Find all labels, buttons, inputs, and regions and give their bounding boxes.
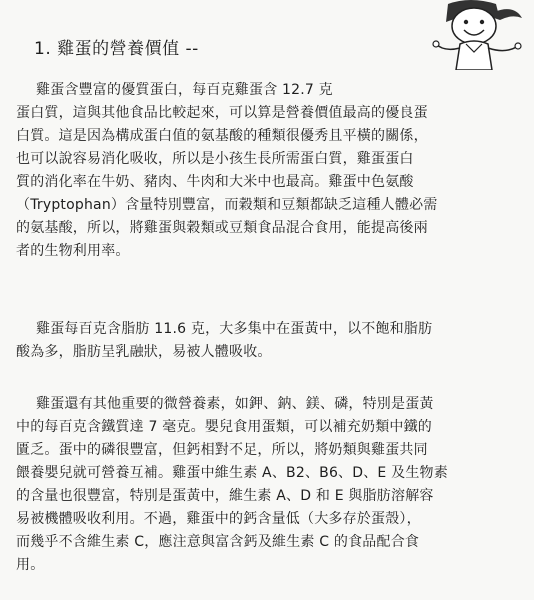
- paragraph-line: 而幾乎不含維生素 C，應注意與富含鈣及維生素 C 的食品配合食: [16, 534, 420, 550]
- paragraph-line: 用。: [16, 557, 45, 573]
- paragraph-line: 質的消化率在牛奶、豬肉、牛肉和大米中也最高。雞蛋中色氨酸: [16, 174, 414, 190]
- paragraph-line: 雞蛋還有其他重要的微營養素，如鉀、鈉、鎂、磷，特別是蛋黃: [36, 396, 434, 412]
- paragraph-line: （Tryptophan）含量特別豐富，而穀類和豆類都缺乏這種人體必需: [16, 197, 438, 213]
- paragraph-line: 的含量也很豐富，特別是蛋黃中，維生素 A、D 和 E 與脂肪溶解容: [16, 488, 434, 504]
- paragraph-line: 易被機體吸收利用。不過，雞蛋中的鈣含量低（大多存於蛋殼），: [16, 511, 421, 527]
- paragraph-line: 雞蛋含豐富的優質蛋白，每百克雞蛋含 12.7 克: [36, 82, 333, 98]
- paragraph-line: 匱乏。蛋中的磷很豐富，但鈣相對不足，所以，將奶類與雞蛋共同: [16, 442, 428, 458]
- paragraph-line: 者的生物利用率。: [16, 243, 130, 259]
- paragraph-line: 的氨基酸，所以，將雞蛋與穀類或豆類食品混合食用，能提高後兩: [16, 220, 428, 236]
- paragraph-line: 白質。這是因為構成蛋白值的氨基酸的種類很優秀且平橫的關係，: [16, 128, 428, 144]
- paragraph-line: 也可以說容易消化吸收，所以是小孩生長所需蛋白質，雞蛋蛋白: [16, 151, 414, 167]
- paragraph-micronutrients: [16, 393, 520, 577]
- cartoon-girl-illustration: [430, 0, 534, 70]
- paragraph-line: 酸為多，脂肪呈乳融狀，易被人體吸收。: [16, 344, 272, 360]
- paragraph-line: 蛋白質，這與其他食品比較起來，可以算是營養價值最高的優良蛋: [16, 105, 428, 121]
- section-title: 1. 雞蛋的營養價值 --: [34, 39, 199, 59]
- paragraph-fat: [16, 318, 520, 364]
- paragraph-protein: [16, 79, 520, 263]
- paragraph-line: 雞蛋每百克含脂肪 11.6 克，大多集中在蛋黃中，以不飽和脂肪: [36, 321, 433, 337]
- paragraph-line: 餵養嬰兒就可營養互補。雞蛋中維生素 A、B2、B6、D、E 及生物素: [16, 465, 448, 481]
- paragraph-line: 中的每百克含鐵質達 7 毫克。嬰兒食用蛋類，可以補充奶類中鐵的: [16, 419, 433, 435]
